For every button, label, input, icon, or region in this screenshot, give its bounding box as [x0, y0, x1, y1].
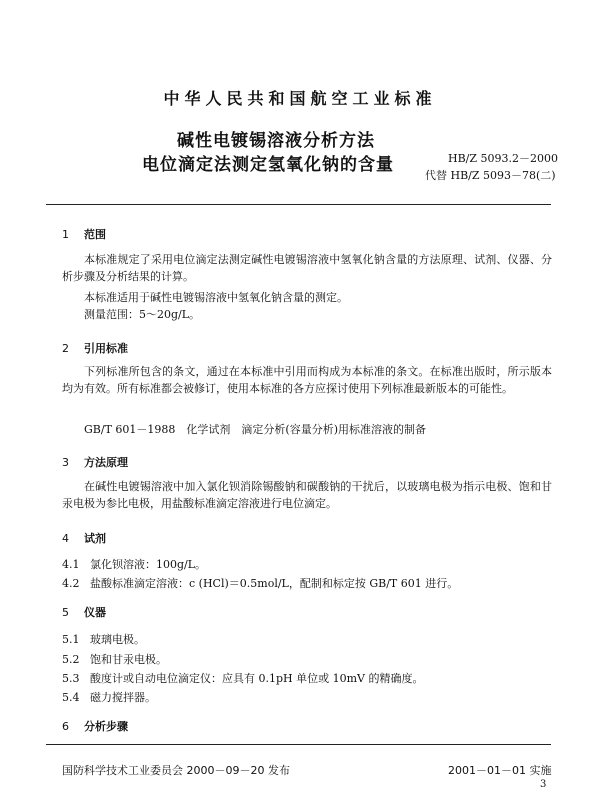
list-item: 5.4 磁力搅拌器。 — [62, 691, 156, 704]
page-number: 3 — [540, 779, 547, 790]
section-5-heading — [62, 604, 106, 620]
section-1-heading — [62, 226, 106, 242]
list-item: 5.3 酸度计或自动电位滴定仪：应具有 0.1pH 单位或 10mV 的精确度。 — [62, 672, 424, 685]
list-item: 5.2 饱和甘汞电极。 — [62, 653, 167, 666]
section-3-heading — [62, 454, 128, 470]
section-1-title: 范围 — [84, 228, 106, 241]
replaces-standard: 代替 HB/Z 5093－78(二) — [425, 169, 556, 182]
footer-divider — [46, 744, 551, 745]
national-standard-title: 中华人民共和国航空工业标准 — [163, 89, 437, 108]
standard-code: HB/Z 5093.2－2000 — [448, 152, 559, 165]
list-item: 4.2 盐酸标准滴定溶液：c (HCl)＝0.5mol/L，配制和标定按 GB/T 601 进行。 — [62, 577, 459, 590]
section-4-number: 4 — [62, 532, 69, 545]
section-2-title: 引用标准 — [84, 342, 128, 355]
section-1-paragraph-3: 测量范围：5～20g/L。 — [84, 308, 201, 321]
section-2-heading — [62, 340, 128, 356]
section-3-number: 3 — [62, 456, 69, 469]
section-1-paragraph-2: 本标准适用于碱性电镀锡溶液中氢氧化钠含量的测定。 — [84, 291, 348, 304]
implementation-date: 2001－01－01 实施 — [448, 764, 552, 777]
section-4-heading — [62, 530, 106, 546]
issuer-publication-date: 国防科学技术工业委员会 2000－09－20 发布 — [62, 764, 290, 777]
list-item: 4.1 氯化钡溶液：100g/L。 — [62, 558, 207, 571]
section-5-title: 仪器 — [84, 606, 106, 619]
section-6-number: 6 — [62, 720, 69, 733]
section-4-title: 试剂 — [84, 532, 106, 545]
section-3-paragraph-1: 在碱性电镀锡溶液中加入氯化钡消除锡酸钠和碳酸钠的干扰后，以玻璃电极为指示电极、饱和甘汞电极为参比电极，用盐酸标准滴定溶液进行电位滴定。 — [62, 480, 552, 510]
section-5-number: 5 — [62, 606, 69, 619]
document-title-line1: 碱性电镀锡溶液分析方法 — [177, 131, 375, 151]
section-2-number: 2 — [62, 342, 69, 355]
section-6-title: 分析步骤 — [84, 720, 128, 733]
section-3-title: 方法原理 — [84, 456, 128, 469]
section-6-heading — [62, 718, 128, 734]
document-title-line2: 电位滴定法测定氢氧化钠的含量 — [142, 155, 394, 175]
section-2-paragraph-1: 下列标准所包含的条文，通过在本标准中引用而构成为本标准的条文。在标准出版时，所示版本均为有效。所有标准都会被修订，使用本标准的各方应探讨使用下列标准最新版本的可能性。 — [62, 365, 552, 395]
section-1-number: 1 — [62, 228, 69, 241]
header-divider — [46, 204, 551, 205]
section-1-paragraph-1: 本标准规定了采用电位滴定法测定碱性电镀锡溶液中氢氧化钠含量的方法原理、试剂、仪器、分析步骤及分析结果的计算。 — [62, 253, 552, 283]
section-2-reference: GB/T 601－1988 化学试剂 滴定分析(容量分析)用标准溶液的制备 — [84, 423, 426, 436]
list-item: 5.1 玻璃电极。 — [62, 633, 145, 646]
